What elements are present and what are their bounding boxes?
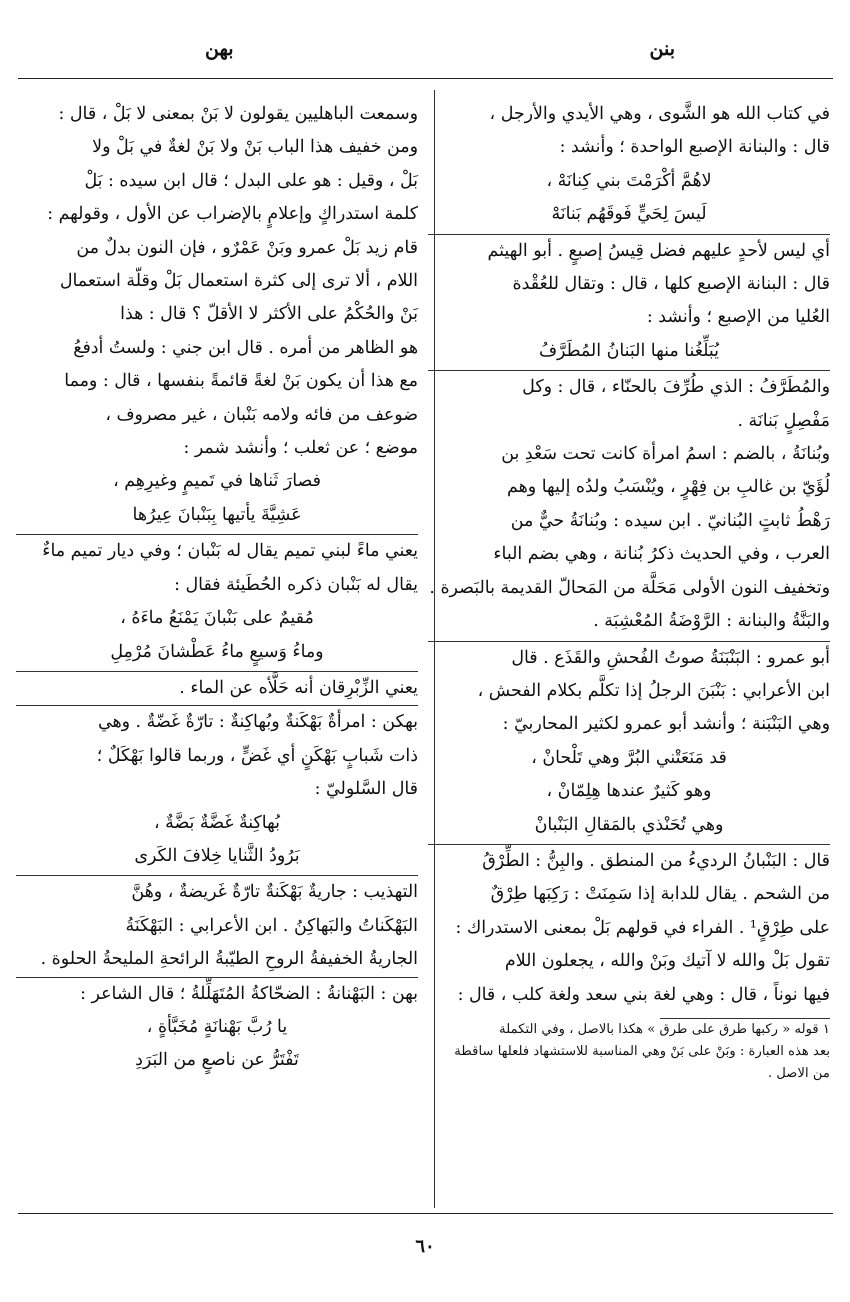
- text-line: وهي البَنْبَنة ؛ وأنشد أبو عمرو لكثير المحاربيّ :: [502, 714, 830, 735]
- text-line: مَفْصِلٍ بَنانَة .: [737, 410, 830, 431]
- text-line: قال : البَنْبانُ الرديءُ من المنطق . والبِنُّ : الطِّرْقُ: [428, 844, 830, 878]
- verse-line: لَيسَ لِحَيٍّ فَوقَهُم بَنانَهْ: [551, 204, 707, 225]
- text-line: أي ليس لأحدٍ عليهم فضل قِيسُ إصبعٍ . أبو الهيثم: [428, 234, 830, 268]
- verse-line: عَشِيَّةَ يأتيها بِبَنْبانَ عِيرُها: [132, 504, 302, 525]
- text-line: اللام ، ألا ترى إلى كثرة استعمال بَلْ وقلّة استعمال: [59, 271, 418, 292]
- verse-line: بَرُودُ الثَّنايا خِلافَ الكَرى: [134, 845, 300, 866]
- text-line: تقول بَلْ والله لا آتيك وبَنْ والله ، يجعلون اللام: [504, 951, 830, 972]
- text-line: يقال له بَنْبان ذكره الحُطَيئة فقال :: [174, 574, 418, 595]
- verse-line: وهو كَثيرٌ عندها هِلِمّانْ ،: [546, 781, 712, 802]
- verse-line: بُهاكِنةٌ غَضَّةٌ بَضَّةٌ ،: [154, 812, 280, 833]
- text-line: على طِرْقٍ¹ . الفراء في قولهم بَلْ بمعنى الاستدراك :: [455, 917, 830, 938]
- text-line: في كتاب الله هو الشَّوى ، وهي الأيدي والأرجل ،: [489, 104, 830, 124]
- text-line: يعني الزِّبْرِقان أنه حَلَّأه عن الماء .: [16, 671, 418, 705]
- text-line: ومن خفيف هذا الباب بَنْ ولا بَنْ لغةٌ في بَلْ ولا: [92, 137, 418, 158]
- text-line: والمُطَرَّفُ : الذي طُرِّفَ بالحنّاء ، قال : وكل: [428, 370, 830, 404]
- header-right-title: بنن: [649, 38, 675, 60]
- text-line: العُليا من الإصبع ؛ وأنشد :: [646, 307, 830, 328]
- text-line: ابن الأعرابي : بَنْبَنَ الرجلُ إذا تكلَّم بكلام الفحش ،: [477, 680, 830, 701]
- verse-line: تَفْتَرُّ عن ناصعٍ من البَرَدِ: [135, 1050, 299, 1071]
- text-line: موضع ؛ عن ثعلب ؛ وأنشد شمر :: [183, 438, 418, 459]
- verse-line: وهي تُحَنْذي بالمَقالِ البَنْبانْ: [534, 814, 724, 835]
- verse-line: فصارَ ثَناها في تَميمٍ وغيرِهِم ،: [113, 471, 321, 492]
- text-line: بَنْ والحُكْمُ على الأكثر لا الأقلّ ؟ قال : هذا: [120, 304, 418, 325]
- verse-line: مُقيمٌ على بَنْبانَ يَمْنَعُ ماءَهُ ،: [120, 608, 314, 629]
- verse-line: لاهُمَّ أكْرَمْتَ بني كِنانَهْ ،: [546, 170, 712, 191]
- entry-bhkn: بهكن : امرأةٌ بَهْكَنةٌ وبُهاكِنةٌ : تارّةٌ غَضّةٌ . وهي: [16, 705, 418, 739]
- entry-bhn: بهن : البَهْنانةُ : الضحّاكةُ المُتَهَلِّلةُ ؛ قال الشاعر :: [16, 977, 418, 1011]
- header-rule: [18, 78, 833, 79]
- text-line: لُؤَيّ بن غالبِ بن فِهْرٍ ، ويُنْسَبُ ولدُه إليها وهم: [507, 477, 830, 498]
- text-line: ضوعف من فائه ولامه بَنْبان ، غير مصروف ،: [105, 404, 418, 425]
- text-line: فيها نوناً ، قال : وهي لغة بني سعد ولغة كلب ، قال :: [457, 984, 830, 1005]
- footnote-line: ١ قوله « ركبها طرق على طرق » هكذا بالاصل ، وفي التكملة: [499, 1021, 830, 1037]
- text-line: الجاريةُ الخفيفةُ الروحِ الطيّبةُ الرائحةِ المليحةُ الحلوة .: [40, 949, 418, 970]
- text-line: بَلْ ، وقيل : هو على البدل ؛ قال ابن سيده : بَلْ: [84, 170, 418, 191]
- text-line: رَهْطُ ثابتٍ البُنانيّ . ابن سيده : وبُنانَةُ حيٌّ من: [510, 510, 830, 531]
- text-line: يعني ماءً لبني تميم يقال له بَنْبان ؛ وفي ديار تميم ماءٌ: [16, 534, 418, 568]
- text-line: مع هذا أن يكون بَنْ لغةً قائمةً بنفسها ، قال : ومما: [64, 371, 418, 392]
- text-line: والبَنَّةُ والبنانة : الرَّوْضَةُ المُعْشِبَة .: [593, 611, 830, 632]
- text-line: وتخفيف النون الأولى مَحَلَّة من المَحالّ القديمة بالبَصرة .: [429, 577, 830, 598]
- text-line: العرب ، وفي الحديث ذكرُ بُنانة ، وهي بضم الباء: [493, 544, 830, 565]
- text-line: قال السَّلوليّ :: [314, 779, 418, 800]
- verse-line: يا رُبَّ بَهْنانَةٍ مُخَبَّأةٍ ،: [146, 1016, 288, 1037]
- text-line: ذات شَبابٍ بَهْكَنٍ أي غَضٍّ ، وربما قالوا بَهْكَلٌ ؛: [96, 745, 418, 766]
- text-line: البَهْكَناتُ والبَهاكِنُ . ابن الأعرابي : البَهْكَنَةُ: [125, 915, 418, 936]
- verse-line: وماءُ وَسيعٍ ماءُ عَطْشانَ مُرْمِلِ: [110, 641, 324, 662]
- text-line: وبُنانَةُ ، بالضم : اسمُ امرأة كانت تحت سَعْدِ بن: [501, 444, 830, 465]
- footnote-line: بعد هذه العبارة : وبَنْ على بَنْ وهي المناسبة للاستشهاد فلعلها ساقطة: [454, 1043, 830, 1059]
- page-number: ٦٠: [415, 1236, 435, 1257]
- text-line: هو الظاهر من أمره . قال ابن جني : ولستُ أدفعُ: [73, 337, 418, 358]
- verse-line: قد مَنَعَتْني البُرَّ وهي تَلْحانْ ،: [531, 747, 727, 768]
- text-line: قال : البنانة الإصبع كلها ، قال : وتقال للعُقْدة: [512, 274, 830, 295]
- verse-line: يُبَلِّغُنا منها البَنانُ المُطَرَّفُ: [538, 340, 719, 361]
- text-line: كلمة استدراكٍ وإعلامٍ بالإضراب عن الأول ، وقولهم :: [47, 204, 418, 225]
- text-line: أبو عمرو : البَنْبَنَةُ صوتُ الفُحشِ والقَذَع . قال: [428, 641, 830, 675]
- footnote-line: من الاصل .: [767, 1065, 830, 1081]
- left-column: [16, 98, 418, 1078]
- text-line: وسمعت الباهليين يقولون لا بَنْ بمعنى لا بَلْ ، قال :: [58, 104, 418, 124]
- text-line: قال : والبنانة الإصبع الواحدة ؛ وأنشد :: [559, 137, 830, 158]
- text-line: التهذيب : جاريةٌ بَهْكَنةٌ تارّةٌ غَريضةٌ ، وهُنَّ: [16, 875, 418, 909]
- footer-rule: [18, 1213, 833, 1214]
- text-line: قام زيد بَلْ عمرو وبَنْ عَمْرٌو ، فإن النون بدلٌ من: [76, 237, 418, 258]
- right-column: [428, 98, 830, 1085]
- header-left-title: بهن: [205, 38, 234, 60]
- text-line: من الشحم . يقال للدابة إذا سَمِنَتْ : رَكِبَها طِرْقٌ: [490, 884, 830, 905]
